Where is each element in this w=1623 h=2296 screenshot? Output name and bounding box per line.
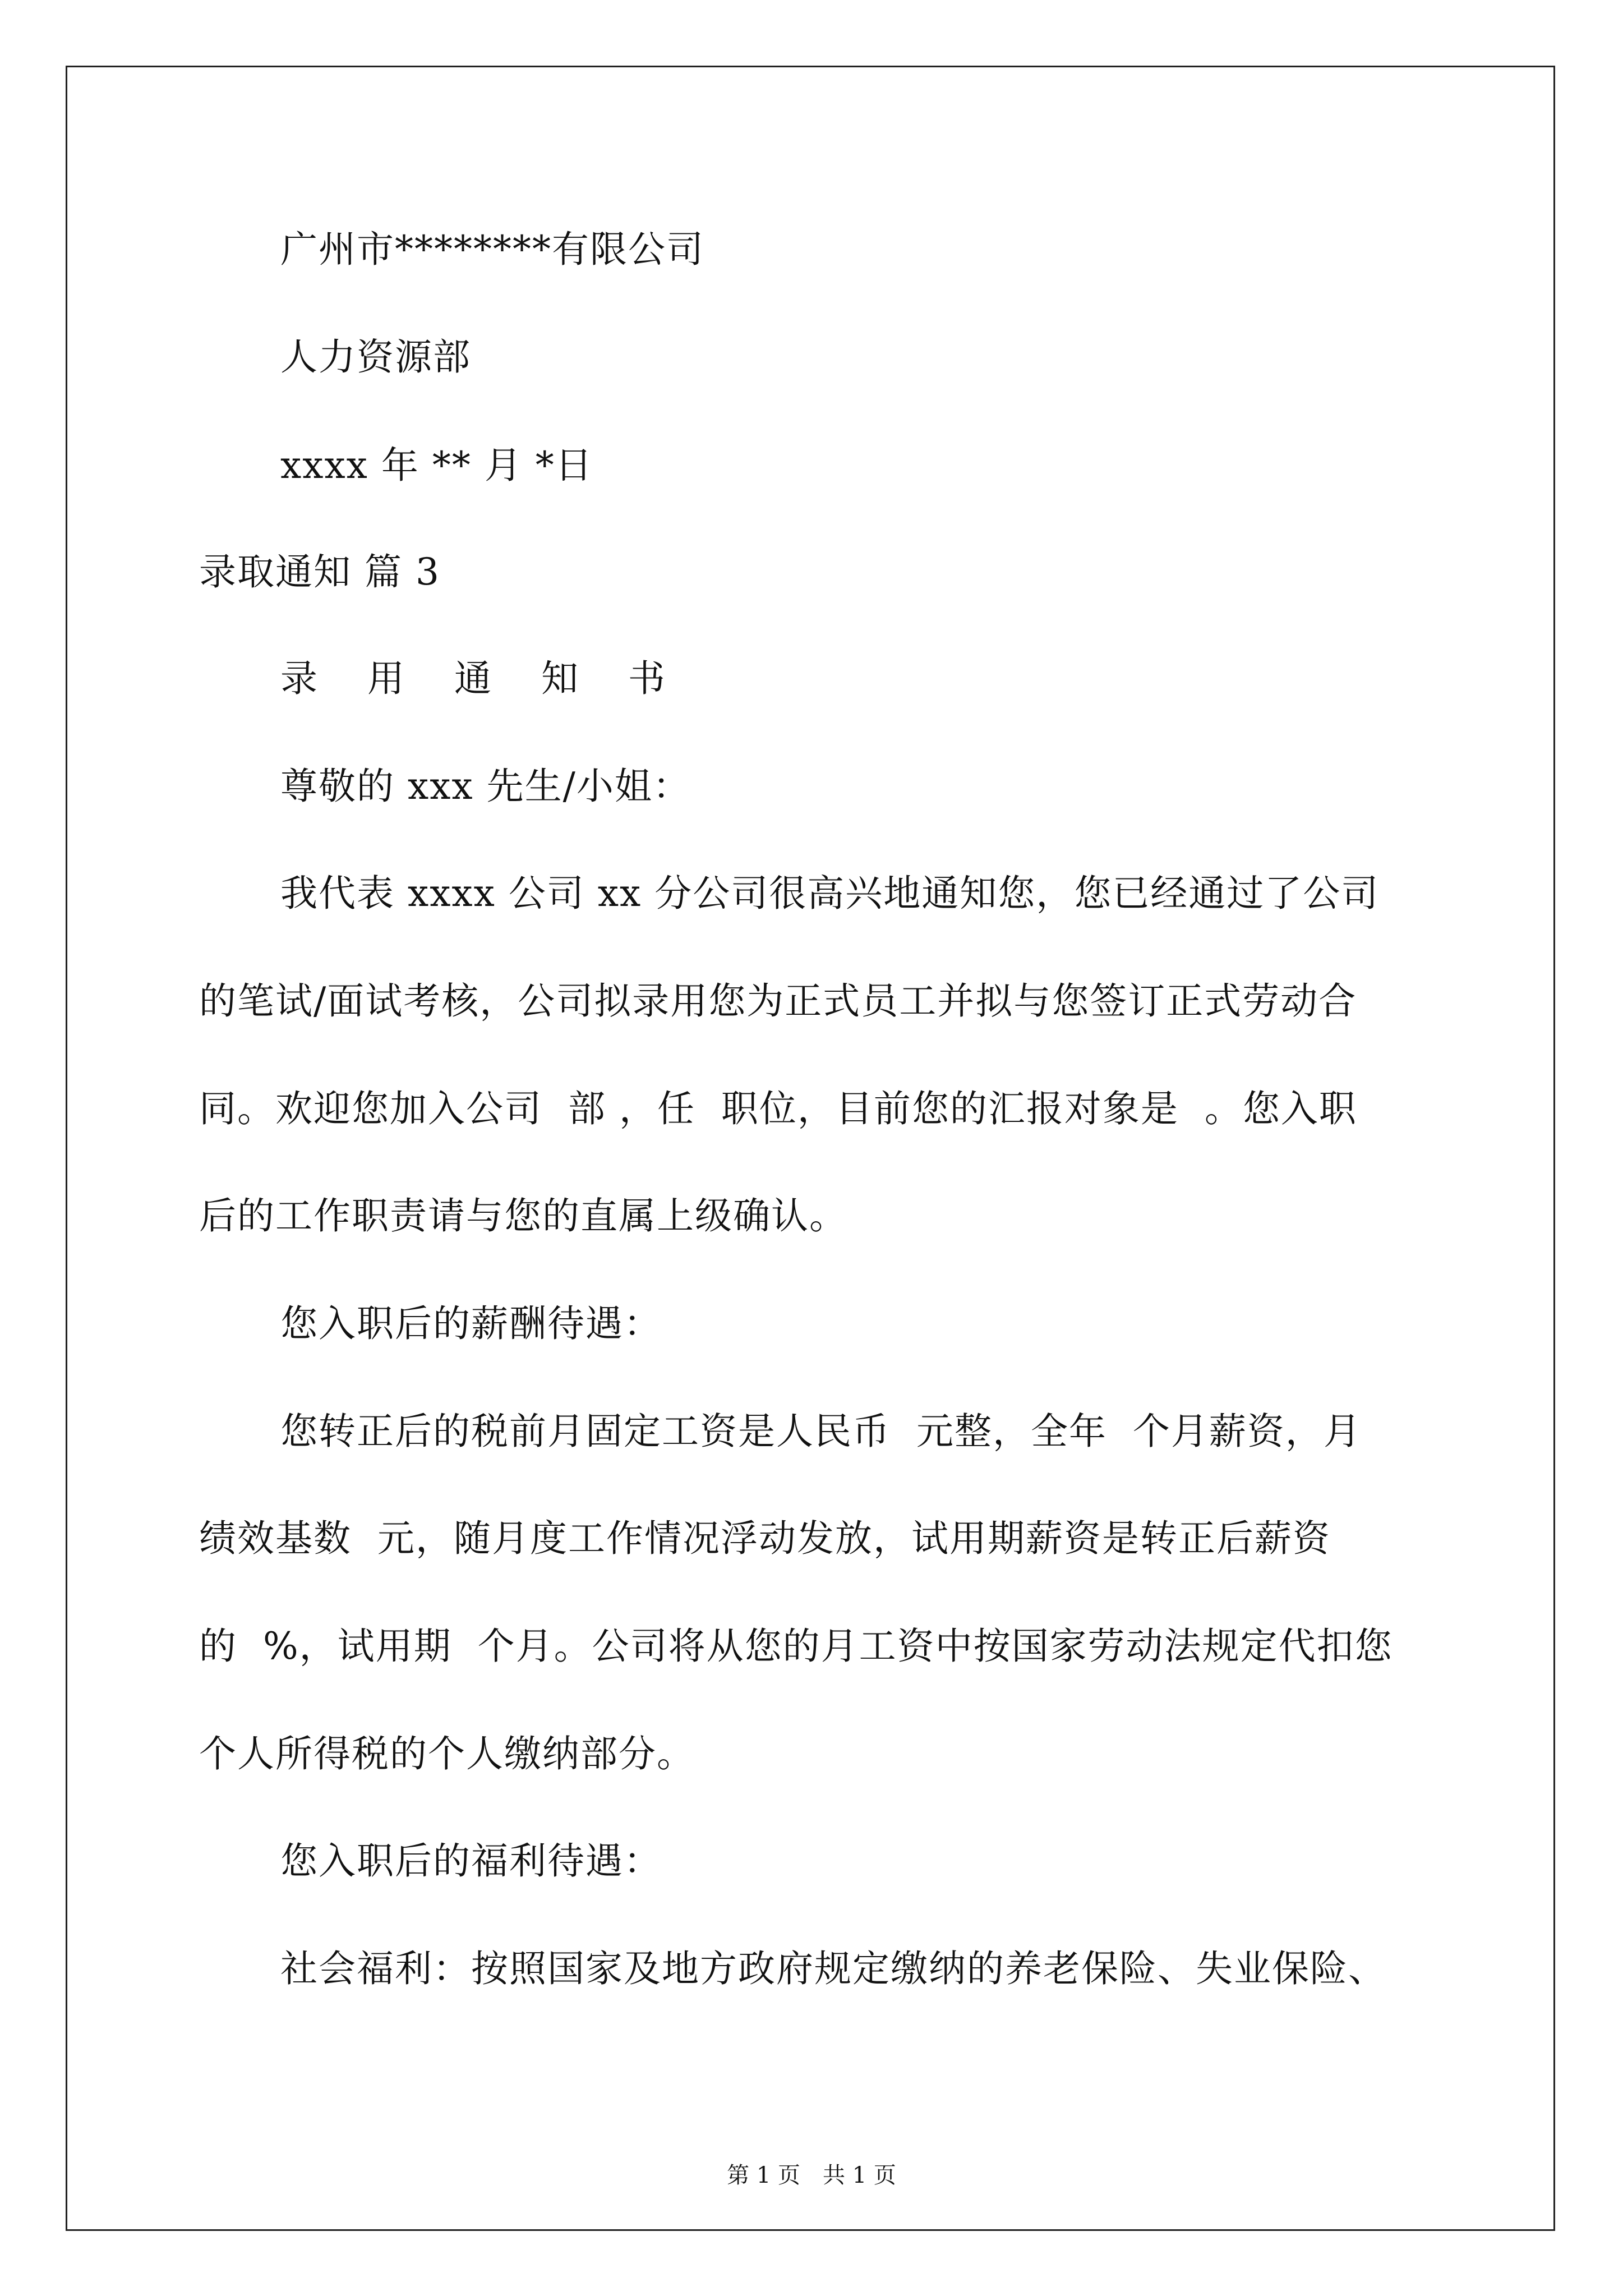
paragraph-line: 个人所得税的个人缴纳部分。 <box>199 1732 695 1775</box>
letter-title: 录 用 通 知 书 <box>280 657 684 700</box>
page-footer: 第 1 页 共 1 页 <box>727 2162 896 2188</box>
department-name: 人力资源部 <box>280 335 471 379</box>
salutation: 尊敬的 xxx 先生/小姐： <box>280 765 691 808</box>
paragraph-line: 后的工作职责请与您的直属上级确认。 <box>199 1194 847 1237</box>
paragraph-line: 社会福利：按照国家及地方政府规定缴纳的养老保险、失业保险、 <box>280 1947 1386 1990</box>
signature-date: xxxx 年 ** 月 *日 <box>280 444 593 487</box>
paragraph-line: 的笔试/面试考核，公司拟录用您为正式员工并拟与您签订正式劳动合 <box>199 979 1357 1023</box>
paragraph-line: 同。欢迎您加入公司 部 ，任 职位，目前您的汇报对象是 。您入职 <box>199 1087 1357 1130</box>
salary-heading: 您入职后的薪酬待遇： <box>280 1302 662 1345</box>
paragraph-line: 的 %，试用期 个月。公司将从您的月工资中按国家劳动法规定代扣您 <box>199 1625 1393 1668</box>
paragraph-line: 绩效基数 元，随月度工作情况浮动发放，试用期薪资是转正后薪资 <box>199 1517 1331 1560</box>
section-heading: 录取通知 篇 3 <box>199 550 440 593</box>
paragraph-line: 我代表 xxxx 公司 xx 分公司很高兴地通知您，您已经通过了公司 <box>280 872 1380 915</box>
benefits-heading: 您入职后的福利待遇： <box>280 1839 662 1883</box>
paragraph-line: 您转正后的税前月固定工资是人民币 元整，全年 个月薪资，月 <box>280 1410 1362 1453</box>
company-name: 广州市********有限公司 <box>280 228 704 271</box>
